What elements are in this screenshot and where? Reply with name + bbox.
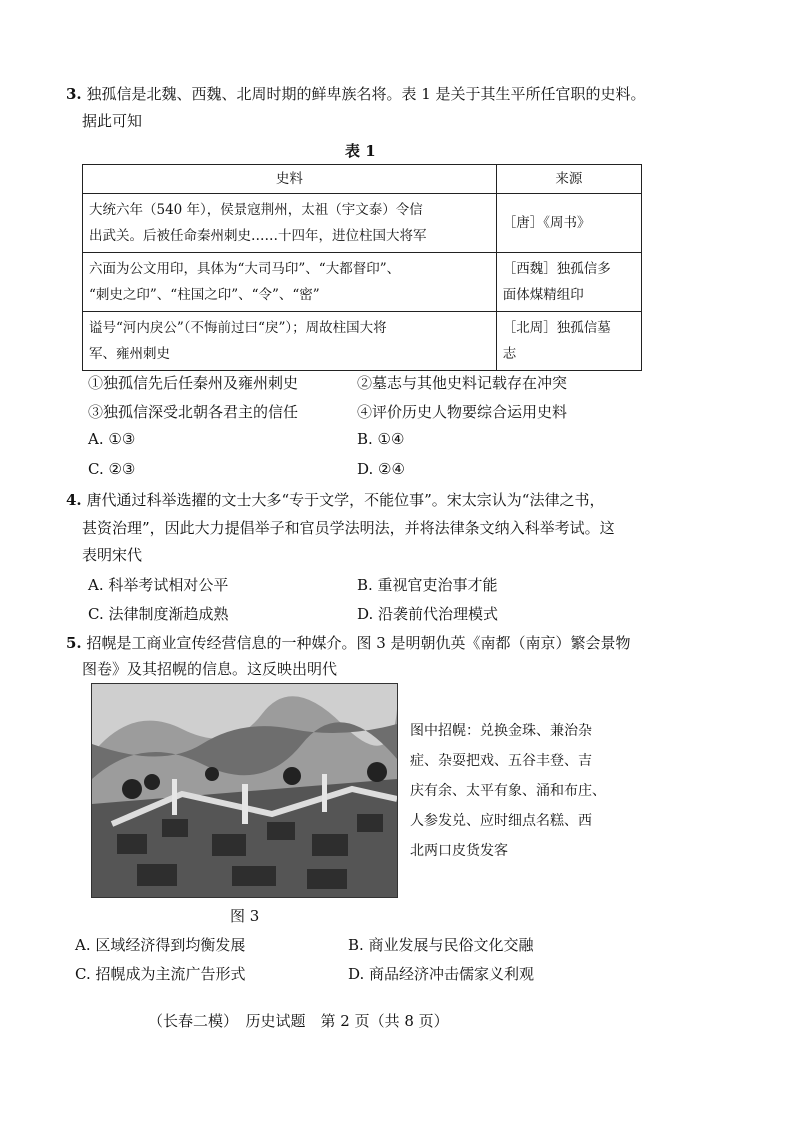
sign-line: 北两口皮货发客	[410, 843, 508, 859]
source-table	[82, 164, 642, 371]
cell-line: 志	[502, 346, 517, 362]
q3-stem-line2: 据此可知	[82, 112, 143, 130]
q3-statement-3: ③独孤信深受北朝各君主的信任	[88, 403, 299, 421]
table-row	[83, 312, 642, 371]
sign-line: 症、杂耍把戏、五谷丰登、吉	[410, 753, 592, 769]
q4-stem-text: 唐代通过科举选擢的文士大多“专于文学，不能位事”。宋太宗认为“法律之书，	[86, 491, 605, 509]
table-cell-text	[83, 312, 497, 371]
table-header-origin: 来源	[496, 165, 641, 194]
q5-stem-line1	[66, 629, 631, 657]
cell-line: 面体煤精组印	[502, 287, 584, 303]
cell-line: 谥号“河内戾公”（不悔前过曰“戾”）；周故柱国大将	[89, 320, 387, 336]
table-cell-text	[83, 194, 497, 253]
q4-number: 4.	[66, 491, 82, 509]
q4-stem-line1	[66, 486, 604, 514]
q3-number: 3.	[66, 85, 82, 103]
table-header-row	[83, 165, 642, 194]
q5-option-c[interactable]: C. 招幌成为主流广告形式	[75, 965, 246, 983]
q5-option-a[interactable]: A. 区域经济得到均衡发展	[75, 936, 246, 954]
q4-option-d[interactable]: D. 沿袭前代治理模式	[357, 605, 499, 623]
cell-line: 六面为公文用印，具体为“大司马印”、“大都督印”、	[89, 261, 401, 277]
q3-stem-line1	[66, 80, 646, 108]
shop-sign-list	[410, 716, 606, 866]
q3-statement-1: ①独孤信先后任秦州及雍州刺史	[88, 374, 299, 392]
q4-option-b[interactable]: B. 重视官吏治事才能	[357, 576, 498, 594]
cell-line: 军、雍州刺史	[89, 346, 170, 362]
cell-line: “刺史之印”、“柱国之印”、“令”、“密”	[89, 287, 320, 303]
q4-stem-line3: 表明宋代	[82, 546, 143, 564]
table-cell-source	[496, 312, 641, 371]
sign-line: 庆有余、太平有象、涌和布庄、	[410, 783, 606, 799]
q5-stem-text: 招幌是工商业宣传经营信息的一种媒介。图 3 是明朝仇英《南都（南京）繁会景物	[86, 634, 631, 652]
q5-option-b[interactable]: B. 商业发展与民俗文化交融	[348, 936, 534, 954]
q5-number: 5.	[66, 634, 82, 652]
cell-line: 大统六年（540 年），侯景寇荆州，太祖（宇文泰）令信	[89, 202, 423, 218]
painting-illustration	[92, 684, 397, 897]
q5-stem-line2: 图卷》及其招幌的信息。这反映出明代	[82, 660, 338, 678]
table-cell-source	[496, 194, 641, 253]
table-caption: 表 1	[345, 142, 376, 160]
q3-option-c[interactable]: C. ②③	[88, 460, 136, 478]
table-cell-source	[496, 253, 641, 312]
q3-option-b[interactable]: B. ①④	[357, 430, 405, 448]
table-cell-text	[83, 253, 497, 312]
q3-option-a[interactable]: A. ①③	[88, 430, 136, 448]
cell-line: ［北周］独孤信墓	[502, 320, 611, 336]
q3-statement-2: ②墓志与其他史料记载存在冲突	[357, 374, 568, 392]
figure-caption: 图 3	[230, 907, 260, 925]
q4-option-c[interactable]: C. 法律制度渐趋成熟	[88, 605, 229, 623]
table-header-sources: 史料	[83, 165, 497, 194]
cell-line: ［西魏］独孤信多	[502, 261, 611, 277]
cell-line: ［唐］《周书》	[502, 215, 591, 231]
q5-option-d[interactable]: D. 商品经济冲击儒家义利观	[348, 965, 535, 983]
q3-statement-4: ④评价历史人物要综合运用史料	[357, 403, 568, 421]
q4-stem-line2: 甚资治理”，因此大力提倡举子和官员学法明法，并将法律条文纳入科举考试。这	[82, 519, 615, 537]
cell-line: 出武关。后被任命秦州刺史……十四年，进位柱国大将军	[89, 228, 427, 244]
sign-line: 人参发兑、应时细点名糕、西	[410, 813, 592, 829]
scroll-painting-image	[91, 683, 398, 898]
table-row	[83, 253, 642, 312]
table-row	[83, 194, 642, 253]
q4-option-a[interactable]: A. 科举考试相对公平	[88, 576, 229, 594]
q3-option-d[interactable]: D. ②④	[357, 460, 405, 478]
sign-line: 图中招幌：兑换金珠、兼治杂	[410, 723, 592, 739]
page-footer: （长春二模） 历史试题 第 2 页（共 8 页）	[148, 1012, 449, 1030]
q3-stem-text: 独孤信是北魏、西魏、北周时期的鲜卑族名将。表 1 是关于其生平所任官职的史料。	[86, 85, 646, 103]
